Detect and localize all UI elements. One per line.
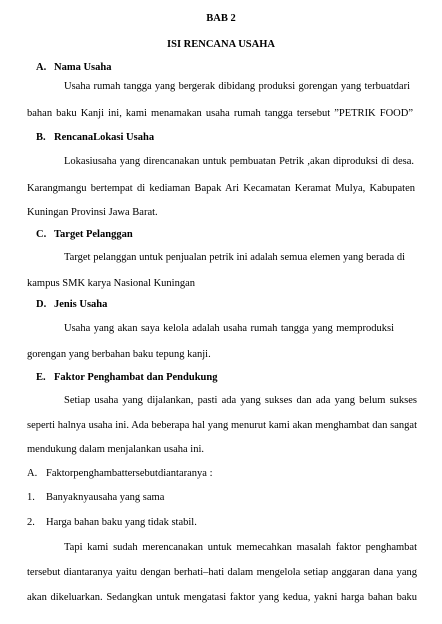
section-d-letter: D. bbox=[36, 299, 47, 310]
list-item-2-text: Harga bahan baku yang tidak stabil. bbox=[46, 517, 197, 528]
section-c-line-1: Target pelanggan untuk penjualan petrik ini adalah semua elemen yang berada di bbox=[64, 252, 405, 263]
list-item-2-number: 2. bbox=[27, 517, 35, 528]
section-e-line-3: mendukung dalam menjalankan usaha ini. bbox=[27, 444, 204, 455]
section-a-line-1: Usaha rumah tangga yang bergerak dibidang produksi gorengan yang terbuatdari bbox=[64, 81, 410, 92]
section-a-letter: A. bbox=[36, 62, 47, 73]
section-c-heading: Target Pelanggan bbox=[54, 229, 133, 240]
section-a-heading: Nama Usaha bbox=[54, 62, 112, 73]
section-c-letter: C. bbox=[36, 229, 47, 240]
section-e-heading: Faktor Penghambat dan Pendukung bbox=[54, 372, 218, 383]
chapter-number: BAB 2 bbox=[206, 13, 236, 24]
section-d-line-1: Usaha yang akan saya kelola adalah usaha rumah tangga yang memproduksi bbox=[64, 323, 394, 334]
section-e-line-2: seperti halnya usaha ini. Ada beberapa hal yang menurut kami akan menghambat dan sangat bbox=[27, 420, 417, 431]
section-c-line-2: kampus SMK karya Nasional Kuningan bbox=[27, 278, 195, 289]
list-item-1-text: Banyaknyausaha yang sama bbox=[46, 492, 165, 503]
sub-a-letter: A. bbox=[27, 468, 38, 479]
closing-line-3: akan dikeluarkan. Sedangkan untuk mengatasi faktor yang kedua, yakni harga bahan baku bbox=[27, 592, 417, 603]
closing-line-1: Tapi kami sudah merencanakan untuk memecahkan masalah faktor penghambat bbox=[64, 542, 417, 553]
section-b-line-3: Kuningan Provinsi Jawa Barat. bbox=[27, 207, 158, 218]
section-b-letter: B. bbox=[36, 132, 46, 143]
section-b-heading: RencanaLokasi Usaha bbox=[54, 132, 155, 143]
section-b-line-2: Karangmangu bertempat di kediaman Bapak Ari Kecamatan Keramat Mulya, Kabupaten bbox=[27, 183, 415, 194]
section-a-line-2: bahan baku Kanji ini, kami menamakan usaha rumah tangga tersebut ”PETRIK FOOD” bbox=[27, 108, 413, 119]
section-d-heading: Jenis Usaha bbox=[54, 299, 108, 310]
section-d-line-2: gorengan yang berbahan baku tepung kanji. bbox=[27, 349, 211, 360]
closing-line-2: tersebut diantaranya yaitu dengan berhati–hati dalam mengelola setiap anggaran dana yang bbox=[27, 567, 417, 578]
sub-a-text: Faktorpenghambattersebutdiantaranya : bbox=[46, 468, 213, 479]
section-e-letter: E. bbox=[36, 372, 46, 383]
section-e-line-1: Setiap usaha yang dijalankan, pasti ada yang sukses dan ada yang belum sukses bbox=[64, 395, 417, 406]
list-item-1-number: 1. bbox=[27, 492, 35, 503]
chapter-title: ISI RENCANA USAHA bbox=[167, 39, 275, 50]
section-b-line-1: Lokasiusaha yang direncanakan untuk pembuatan Petrik ,akan diproduksi di desa. bbox=[64, 156, 414, 167]
